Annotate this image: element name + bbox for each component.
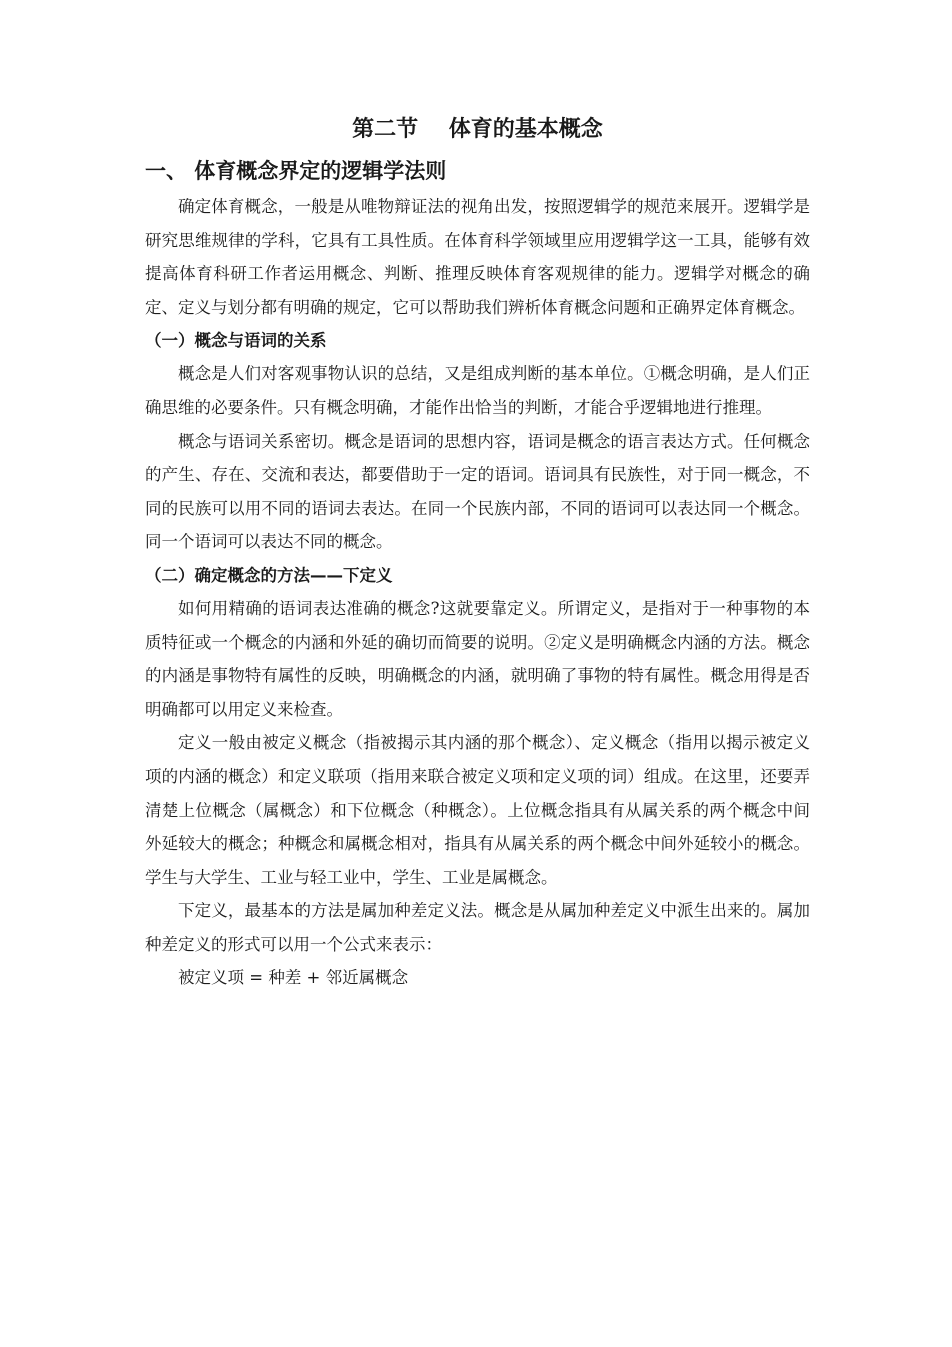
paragraph-genus-differentia: 下定义，最基本的方法是属加种差定义法。概念是从属加种差定义中派生出来的。属加种差定义的形式可以用一个公式来表示： — [145, 901, 810, 954]
subheading-concept-and-words: （一）概念与语词的关系 — [145, 331, 327, 351]
paragraph-logic-intro: 确定体育概念，一般是从唯物辩证法的视角出发，按照逻辑学的规范来展开。逻辑学是研究思维规律的学科，它具有工具性质。在体育科学领域里应用逻辑学这一工具，能够有效提高体育科研工作者运用概念、判断、推理反映体育客观规律的能力。逻辑学对概念的确定、定义与划分都有明确的规定，它可以帮助我们辨析体育概念问题和正确界定体育概念。 — [145, 197, 810, 317]
subheading-definition-method: （二）确定概念的方法——下定义 — [145, 565, 393, 585]
paragraph-concept-definition: 概念是人们对客观事物认识的总结，又是组成判断的基本单位。①概念明确，是人们正确思维的必要条件。只有概念明确，才能作出恰当的判断，才能合乎逻辑地进行推理。 — [145, 364, 810, 417]
heading-logic-rules: 一、 体育概念界定的逻辑学法则 — [145, 159, 447, 183]
section-title: 第二节 体育的基本概念 — [352, 117, 603, 142]
paragraph-concept-words-relation: 概念与语词关系密切。概念是语词的思想内容，语词是概念的语言表达方式。任何概念的产生、存在、交流和表达，都要借助于一定的语词。语词具有民族性，对于同一概念，不同的民族可以用不同的语词去表达。在同一个民族内部，不同的语词可以表达同一个概念。同一个语词可以表达不同的概念。 — [145, 431, 810, 552]
paragraph-definition-structure: 定义一般由被定义概念（指被揭示其内涵的那个概念）、定义概念（指用以揭示被定义项的内涵的概念）和定义联项（指用来联合被定义项和定义项的词）组成。在这里，还要弄清楚上位概念（属概念）和下位概念（种概念）。上位概念指具有从属关系的两个概念中间外延较大的概念；种概念和属概念相对，指具有从属关系的两个概念中间外延较小的概念。学生与大学生、工业与轻工业中，学生、工业是属概念。 — [145, 733, 810, 887]
paragraph-definition-meaning: 如何用精确的语词表达准确的概念?这就要靠定义。所谓定义，是指对于一种事物的本质特征或一个概念的内涵和外延的确切而简要的说明。②定义是明确概念内涵的方法。概念的内涵是事物特有属性的反映，明确概念的内涵，就明确了事物的特有属性。概念用得是否明确都可以用定义来检查。 — [145, 598, 810, 719]
page-content — [145, 112, 810, 995]
definition-formula: 被定义项 = 种差 + 邻近属概念 — [178, 968, 409, 988]
